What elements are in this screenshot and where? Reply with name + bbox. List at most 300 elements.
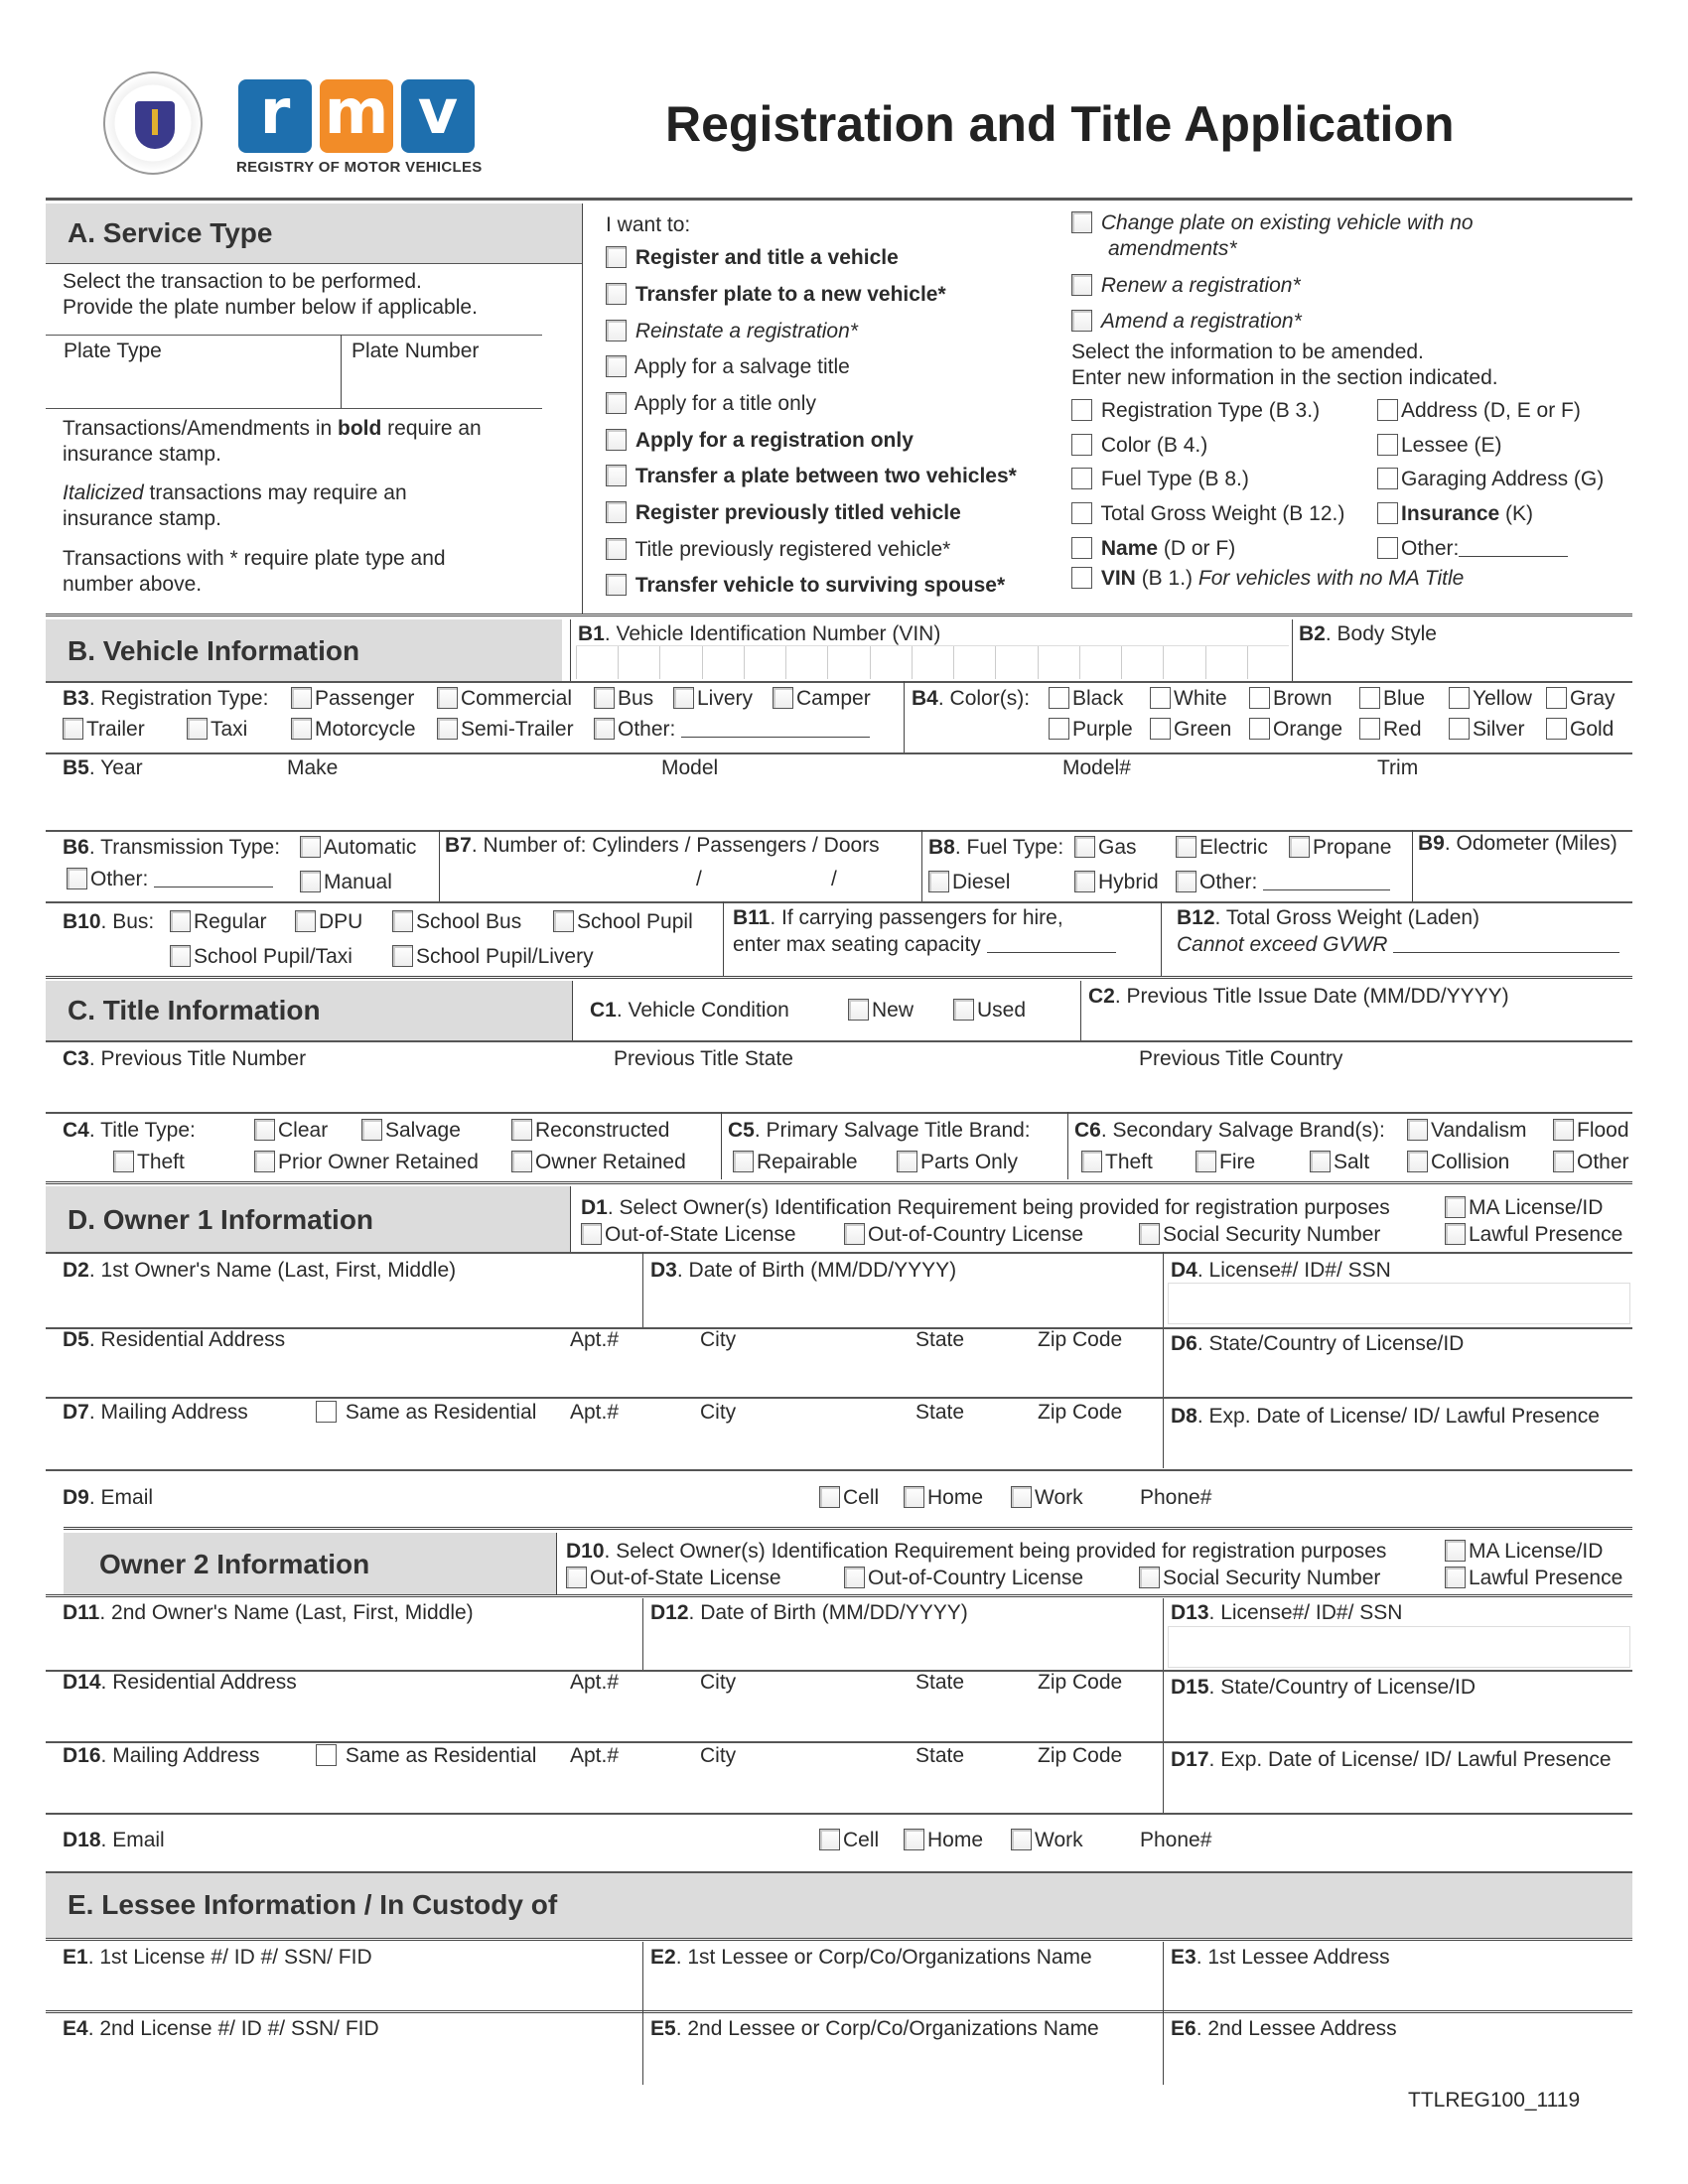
- checkbox[interactable]: [254, 1119, 275, 1141]
- checkbox[interactable]: [1011, 1486, 1032, 1508]
- b6-other-input[interactable]: [154, 870, 273, 887]
- vin-char-box[interactable]: [702, 646, 744, 679]
- checkbox[interactable]: [1289, 836, 1310, 858]
- owner1-mail-city-input[interactable]: [697, 1430, 908, 1465]
- owner2-dob-input[interactable]: [647, 1628, 1160, 1666]
- owner2-license-input[interactable]: [1168, 1626, 1630, 1668]
- checkbox[interactable]: [392, 945, 413, 967]
- odometer-input[interactable]: [1416, 862, 1630, 899]
- d10-out-of-state[interactable]: [566, 1567, 781, 1590]
- brand-fire[interactable]: [1196, 1151, 1255, 1174]
- owner2-mail-apt-input[interactable]: [568, 1773, 692, 1809]
- amend-garaging-address[interactable]: [1377, 468, 1604, 491]
- checkbox[interactable]: [581, 1223, 602, 1245]
- prev-title-state-input[interactable]: [610, 1074, 1126, 1110]
- checkbox[interactable]: [904, 1829, 924, 1850]
- option-label: Registration Type (B 3.): [1100, 399, 1321, 422]
- checkbox[interactable]: [1071, 310, 1092, 332]
- lessee1-id-input[interactable]: [60, 1974, 635, 2009]
- rule: [46, 1938, 1632, 1942]
- title-clear[interactable]: [254, 1119, 328, 1143]
- owner1-mail-address-input[interactable]: [60, 1430, 561, 1465]
- bus-school-pupil[interactable]: [553, 910, 693, 934]
- checkbox[interactable]: [594, 687, 615, 709]
- checkbox[interactable]: [1377, 502, 1398, 524]
- vin-char-box[interactable]: [870, 646, 912, 679]
- color-green[interactable]: [1150, 718, 1231, 742]
- option-label: Fire: [1219, 1151, 1256, 1173]
- owner1-email-input[interactable]: [134, 1479, 809, 1519]
- d14-state-label: State: [915, 1671, 965, 1694]
- lessee2-name-input[interactable]: [647, 2045, 1160, 2083]
- checkbox[interactable]: [606, 574, 627, 596]
- checkbox[interactable]: [566, 1567, 587, 1588]
- checkbox[interactable]: [291, 718, 312, 740]
- checkbox[interactable]: [844, 1567, 865, 1588]
- checkbox[interactable]: [300, 871, 321, 892]
- checkbox[interactable]: [953, 999, 974, 1021]
- checkbox[interactable]: [1359, 718, 1380, 740]
- owner1-name-input[interactable]: [60, 1287, 635, 1324]
- rule: [46, 1252, 1632, 1254]
- option-label: Silver: [1473, 718, 1525, 741]
- title-prior-owner-retained[interactable]: [254, 1151, 479, 1174]
- b6-manual[interactable]: [300, 871, 392, 894]
- d1-out-of-state[interactable]: [581, 1223, 796, 1247]
- bus-dpu[interactable]: [295, 910, 362, 934]
- amend-vin[interactable]: [1071, 567, 1464, 591]
- option-salvage-title[interactable]: [606, 355, 850, 379]
- field-label: . Email: [100, 1829, 165, 1851]
- checkbox[interactable]: [1553, 1151, 1574, 1172]
- checkbox[interactable]: [606, 538, 627, 560]
- checkbox[interactable]: [1071, 434, 1092, 456]
- salvage-parts-only[interactable]: [897, 1151, 1018, 1174]
- option-label: Lawful Presence: [1469, 1223, 1623, 1246]
- checkbox[interactable]: [1445, 1223, 1466, 1245]
- option-register-previously-titled[interactable]: [606, 501, 961, 525]
- checkbox[interactable]: [606, 320, 627, 341]
- checkbox[interactable]: [1359, 687, 1380, 709]
- title-theft[interactable]: [113, 1151, 185, 1174]
- brand-vandalism[interactable]: [1407, 1119, 1527, 1143]
- owner2-mail-zip-input[interactable]: [1036, 1773, 1157, 1809]
- checkbox[interactable]: [1445, 1567, 1466, 1588]
- field-label: . Year: [88, 756, 143, 779]
- plate-number-input[interactable]: [344, 365, 540, 405]
- d10-out-of-country[interactable]: [844, 1567, 1083, 1590]
- checkbox[interactable]: [437, 687, 458, 709]
- checkbox[interactable]: [295, 910, 316, 932]
- vin-char-box[interactable]: [1079, 646, 1121, 679]
- checkbox[interactable]: [1407, 1119, 1428, 1141]
- checkbox[interactable]: [673, 687, 694, 709]
- checkbox[interactable]: [1071, 399, 1092, 421]
- owner1-license-exp-input[interactable]: [1168, 1433, 1630, 1465]
- vin-char-box[interactable]: [995, 646, 1037, 679]
- option-title-only[interactable]: [606, 392, 816, 416]
- option-label: Blue: [1383, 687, 1426, 710]
- checkbox[interactable]: [606, 465, 627, 486]
- owner2-res-city-input[interactable]: [697, 1700, 908, 1737]
- checkbox[interactable]: [1249, 718, 1270, 740]
- checkbox[interactable]: [606, 283, 627, 305]
- checkbox[interactable]: [1071, 567, 1092, 589]
- vin-char-box[interactable]: [659, 646, 701, 679]
- checkbox[interactable]: [511, 1119, 532, 1141]
- owner2-email-input[interactable]: [144, 1823, 809, 1862]
- checkbox[interactable]: [1071, 211, 1092, 233]
- option-change-plate-line2: amendments*: [1108, 237, 1237, 260]
- vin-char-box[interactable]: [1247, 646, 1289, 679]
- d1-ssn[interactable]: [1139, 1223, 1380, 1247]
- fuel-other-input[interactable]: [1263, 873, 1390, 890]
- fuel-electric[interactable]: [1176, 836, 1268, 860]
- amend-insurance[interactable]: [1377, 502, 1533, 526]
- owner2-phone-work[interactable]: [1011, 1829, 1083, 1852]
- checkbox[interactable]: [1377, 537, 1398, 559]
- color-yellow[interactable]: [1449, 687, 1532, 711]
- color-blue[interactable]: [1359, 687, 1425, 711]
- checkbox[interactable]: [606, 429, 627, 451]
- vin-char-box[interactable]: [912, 646, 953, 679]
- prev-title-date-input[interactable]: [1086, 1011, 1630, 1038]
- b6-automatic[interactable]: [300, 836, 416, 860]
- d1-ma-license[interactable]: [1445, 1196, 1603, 1220]
- owner2-name-input[interactable]: [60, 1628, 635, 1666]
- fuel-gas[interactable]: [1074, 836, 1137, 860]
- option-label: Orange: [1273, 718, 1343, 741]
- owner1-res-city-input[interactable]: [697, 1356, 908, 1394]
- bus-school-bus[interactable]: [392, 910, 521, 934]
- title-reconstructed[interactable]: [511, 1119, 669, 1143]
- option-label: Black: [1072, 687, 1124, 710]
- checkbox[interactable]: [316, 1744, 337, 1766]
- owner1-res-zip-input[interactable]: [1036, 1356, 1157, 1394]
- trim-input[interactable]: [1374, 784, 1630, 826]
- checkbox[interactable]: [1049, 687, 1069, 709]
- prev-title-country-input[interactable]: [1135, 1074, 1629, 1110]
- checkbox[interactable]: [392, 910, 413, 932]
- checkbox[interactable]: [1074, 871, 1095, 892]
- brand-flood[interactable]: [1553, 1119, 1629, 1143]
- b3-trailer[interactable]: [63, 718, 145, 742]
- owner1-same-as-residential[interactable]: [316, 1401, 536, 1425]
- amend-other[interactable]: [1377, 537, 1568, 561]
- field-label: . Registration Type:: [88, 687, 269, 710]
- owner1-res-address-input[interactable]: [60, 1356, 561, 1394]
- lessee2-address-input[interactable]: [1168, 2045, 1630, 2083]
- checkbox[interactable]: [819, 1829, 840, 1850]
- header-rule: [46, 198, 1632, 201]
- brand-other[interactable]: [1553, 1151, 1629, 1174]
- amend-fuel-type[interactable]: [1071, 468, 1249, 491]
- checkbox[interactable]: [1150, 687, 1171, 709]
- b3-taxi[interactable]: [187, 718, 247, 742]
- amend-registration-type[interactable]: [1071, 399, 1320, 423]
- b3-livery[interactable]: [673, 687, 753, 711]
- checkbox[interactable]: [1377, 399, 1398, 421]
- cylinders-input[interactable]: [447, 864, 685, 897]
- d10-ma-license[interactable]: [1445, 1540, 1603, 1564]
- option-change-plate[interactable]: [1071, 211, 1474, 235]
- option-register-and-title[interactable]: [606, 246, 899, 270]
- fuel-diesel[interactable]: [928, 871, 1010, 894]
- checkbox[interactable]: [511, 1151, 532, 1172]
- vin-char-box[interactable]: [618, 646, 659, 679]
- checkbox[interactable]: [361, 1119, 382, 1141]
- checkbox[interactable]: [1445, 1196, 1466, 1218]
- condition-used[interactable]: [953, 999, 1026, 1023]
- owner2-res-zip-input[interactable]: [1036, 1700, 1157, 1737]
- checkbox[interactable]: [606, 246, 627, 268]
- make-input[interactable]: [284, 784, 651, 826]
- owner2-res-state-input[interactable]: [913, 1700, 1032, 1737]
- owner2-license-exp-input[interactable]: [1168, 1777, 1630, 1809]
- option-registration-only[interactable]: [606, 429, 914, 453]
- checkbox[interactable]: [67, 868, 87, 889]
- checkbox[interactable]: [1445, 1540, 1466, 1562]
- d1-lawful-presence[interactable]: [1445, 1223, 1622, 1247]
- vin-char-box[interactable]: [1038, 646, 1079, 679]
- owner1-dob-input[interactable]: [647, 1287, 1160, 1324]
- checkbox[interactable]: [1176, 836, 1196, 858]
- checkbox[interactable]: [928, 871, 949, 892]
- option-reinstate-registration[interactable]: [606, 320, 858, 343]
- owner1-mail-apt-input[interactable]: [568, 1430, 692, 1465]
- option-renew-registration[interactable]: [1071, 274, 1301, 298]
- checkbox[interactable]: [1196, 1151, 1216, 1172]
- checkbox[interactable]: [1449, 687, 1470, 709]
- d5-zip-label: Zip Code: [1038, 1328, 1123, 1351]
- checkbox[interactable]: [63, 718, 83, 740]
- fuel-other[interactable]: [1176, 871, 1390, 894]
- checkbox[interactable]: [1176, 871, 1196, 892]
- checkbox[interactable]: [316, 1401, 337, 1423]
- checkbox[interactable]: [1249, 687, 1270, 709]
- owner2-same-as-residential[interactable]: [316, 1744, 536, 1768]
- vin-char-box[interactable]: [744, 646, 785, 679]
- owner2-license-state-input[interactable]: [1168, 1704, 1630, 1737]
- owner2-mail-city-input[interactable]: [697, 1773, 908, 1809]
- checkbox[interactable]: [291, 687, 312, 709]
- checkbox[interactable]: [848, 999, 869, 1021]
- checkbox[interactable]: [1553, 1119, 1574, 1141]
- owner2-phone-cell[interactable]: [819, 1829, 879, 1852]
- checkbox[interactable]: [1449, 718, 1470, 740]
- model-input[interactable]: [657, 784, 1055, 826]
- vin-char-box[interactable]: [785, 646, 827, 679]
- d10-ssn[interactable]: [1139, 1567, 1380, 1590]
- checkbox[interactable]: [1546, 687, 1567, 709]
- field-label: . Bus:: [100, 910, 155, 933]
- owner1-license-input[interactable]: [1168, 1283, 1630, 1324]
- vin-char-box[interactable]: [827, 646, 869, 679]
- rule: [46, 1741, 1632, 1743]
- vin-input[interactable]: [576, 645, 1289, 679]
- vin-char-box[interactable]: [1205, 646, 1247, 679]
- brand-collision[interactable]: [1407, 1151, 1509, 1174]
- checkbox[interactable]: [437, 718, 458, 740]
- brand-salt[interactable]: [1310, 1151, 1369, 1174]
- amend-color[interactable]: [1071, 434, 1207, 458]
- b3-other[interactable]: [594, 718, 870, 742]
- checkbox[interactable]: [254, 1151, 275, 1172]
- checkbox[interactable]: [300, 836, 321, 858]
- lessee1-address-input[interactable]: [1168, 1974, 1630, 2009]
- option-transfer-surviving-spouse[interactable]: [606, 574, 1005, 598]
- option-transfer-plate-two-vehicles[interactable]: [606, 465, 1017, 488]
- checkbox[interactable]: [1071, 274, 1092, 296]
- lessee2-id-input[interactable]: [60, 2045, 635, 2083]
- checkbox[interactable]: [773, 687, 793, 709]
- checkbox[interactable]: [1407, 1151, 1428, 1172]
- option-label: Work: [1035, 1486, 1083, 1509]
- color-orange[interactable]: [1249, 718, 1342, 742]
- b3-bus[interactable]: [594, 687, 653, 711]
- b3-motorcycle[interactable]: [291, 718, 416, 742]
- amend-lessee[interactable]: [1377, 434, 1502, 458]
- lessee1-name-input[interactable]: [647, 1974, 1160, 2009]
- condition-new[interactable]: [848, 999, 914, 1023]
- checkbox[interactable]: [113, 1151, 134, 1172]
- owner1-phone-work[interactable]: [1011, 1486, 1083, 1510]
- brand-theft[interactable]: [1081, 1151, 1153, 1174]
- d16-label: [63, 1744, 259, 1768]
- checkbox[interactable]: [1011, 1829, 1032, 1850]
- amend-gross-weight[interactable]: [1071, 502, 1344, 526]
- owner2-res-address-input[interactable]: [60, 1700, 561, 1737]
- option-label: School Pupil: [577, 910, 693, 933]
- checkbox[interactable]: [1139, 1223, 1160, 1245]
- checkbox[interactable]: [594, 718, 615, 740]
- checkbox[interactable]: [187, 718, 208, 740]
- checkbox[interactable]: [1071, 537, 1092, 559]
- checkbox[interactable]: [606, 501, 627, 523]
- field-label: . Primary Salvage Title Brand:: [754, 1119, 1031, 1142]
- checkbox[interactable]: [904, 1486, 924, 1508]
- salvage-repairable[interactable]: [733, 1151, 858, 1174]
- checkbox[interactable]: [1074, 836, 1095, 858]
- color-silver[interactable]: [1449, 718, 1525, 742]
- owner2-mail-state-input[interactable]: [913, 1773, 1032, 1809]
- amend-address[interactable]: [1377, 399, 1581, 423]
- b5-trim-label: Trim: [1377, 756, 1419, 779]
- checkbox[interactable]: [844, 1223, 865, 1245]
- owner1-res-apt-input[interactable]: [568, 1356, 692, 1394]
- checkbox[interactable]: [170, 910, 191, 932]
- bus-school-pupil-taxi[interactable]: [170, 945, 352, 969]
- option-label: Manual: [324, 871, 392, 893]
- checkbox[interactable]: [1377, 468, 1398, 489]
- b6-other[interactable]: [67, 868, 273, 891]
- checkbox[interactable]: [1139, 1567, 1160, 1588]
- owner1-res-state-input[interactable]: [913, 1356, 1032, 1394]
- owner2-phone-input[interactable]: [1241, 1823, 1630, 1862]
- owner2-res-apt-input[interactable]: [568, 1700, 692, 1737]
- checkbox[interactable]: [733, 1151, 754, 1172]
- color-white[interactable]: [1150, 687, 1227, 711]
- title-salvage[interactable]: [361, 1119, 461, 1143]
- doors-input[interactable]: [842, 864, 917, 897]
- vin-char-box[interactable]: [1121, 646, 1163, 679]
- checkbox[interactable]: [1546, 718, 1567, 740]
- plate-type-input[interactable]: [48, 365, 338, 405]
- option-title-previously-registered[interactable]: [606, 538, 950, 562]
- checkbox[interactable]: [1150, 718, 1171, 740]
- b3-commercial[interactable]: [437, 687, 572, 711]
- vin-char-box[interactable]: [1163, 646, 1204, 679]
- vin-char-box[interactable]: [953, 646, 995, 679]
- owner1-phone-cell[interactable]: [819, 1486, 879, 1510]
- checkbox[interactable]: [1049, 718, 1069, 740]
- max-seating-input[interactable]: [987, 935, 1116, 953]
- bus-school-pupil-livery[interactable]: [392, 945, 594, 969]
- checkbox[interactable]: [170, 945, 191, 967]
- rule: [46, 1397, 1632, 1399]
- checkbox[interactable]: [897, 1151, 917, 1172]
- owner2-mail-address-input[interactable]: [60, 1773, 561, 1809]
- rule: [46, 1040, 1632, 1042]
- d10-lawful-presence[interactable]: [1445, 1567, 1622, 1590]
- gross-weight-input[interactable]: [1393, 935, 1619, 953]
- amend-other-input[interactable]: [1459, 539, 1568, 557]
- title-owner-retained[interactable]: [511, 1151, 686, 1174]
- checkbox[interactable]: [606, 355, 627, 377]
- color-brown[interactable]: [1249, 687, 1333, 711]
- b3-other-input[interactable]: [681, 720, 870, 738]
- color-purple[interactable]: [1049, 718, 1133, 742]
- b3-semi-trailer[interactable]: [437, 718, 574, 742]
- owner1-phone-home[interactable]: [904, 1486, 983, 1510]
- fuel-hybrid[interactable]: [1074, 871, 1159, 894]
- color-red[interactable]: [1359, 718, 1422, 742]
- b3-passenger[interactable]: [291, 687, 414, 711]
- owner2-phone-home[interactable]: [904, 1829, 983, 1852]
- fuel-propane[interactable]: [1289, 836, 1391, 860]
- amend-name[interactable]: [1071, 537, 1235, 561]
- checkbox[interactable]: [1081, 1151, 1102, 1172]
- vin-char-box[interactable]: [576, 646, 618, 679]
- checkbox[interactable]: [1377, 434, 1398, 456]
- checkbox[interactable]: [553, 910, 574, 932]
- year-input[interactable]: [60, 784, 278, 826]
- color-black[interactable]: [1049, 687, 1123, 711]
- checkbox[interactable]: [819, 1486, 840, 1508]
- checkbox[interactable]: [606, 392, 627, 414]
- bus-regular[interactable]: [170, 910, 267, 934]
- option-label: Commercial: [461, 687, 573, 710]
- passengers-input[interactable]: [707, 864, 826, 897]
- checkbox[interactable]: [1071, 502, 1092, 524]
- option-label: Hybrid: [1098, 871, 1159, 893]
- color-gold[interactable]: [1546, 718, 1614, 742]
- checkbox[interactable]: [1310, 1151, 1331, 1172]
- prev-title-number-input[interactable]: [60, 1074, 596, 1110]
- color-gray[interactable]: [1546, 687, 1616, 711]
- d1-out-of-country[interactable]: [844, 1223, 1083, 1247]
- owner1-mail-zip-input[interactable]: [1036, 1430, 1157, 1465]
- model-number-input[interactable]: [1058, 784, 1371, 826]
- owner1-license-state-input[interactable]: [1168, 1360, 1630, 1394]
- b3-camper[interactable]: [773, 687, 871, 711]
- checkbox[interactable]: [1071, 468, 1092, 489]
- option-transfer-plate-new-vehicle[interactable]: [606, 283, 946, 307]
- body-style-input[interactable]: [1297, 647, 1630, 679]
- option-amend-registration[interactable]: [1071, 310, 1302, 334]
- owner1-mail-state-input[interactable]: [913, 1430, 1032, 1465]
- owner1-phone-input[interactable]: [1241, 1479, 1630, 1519]
